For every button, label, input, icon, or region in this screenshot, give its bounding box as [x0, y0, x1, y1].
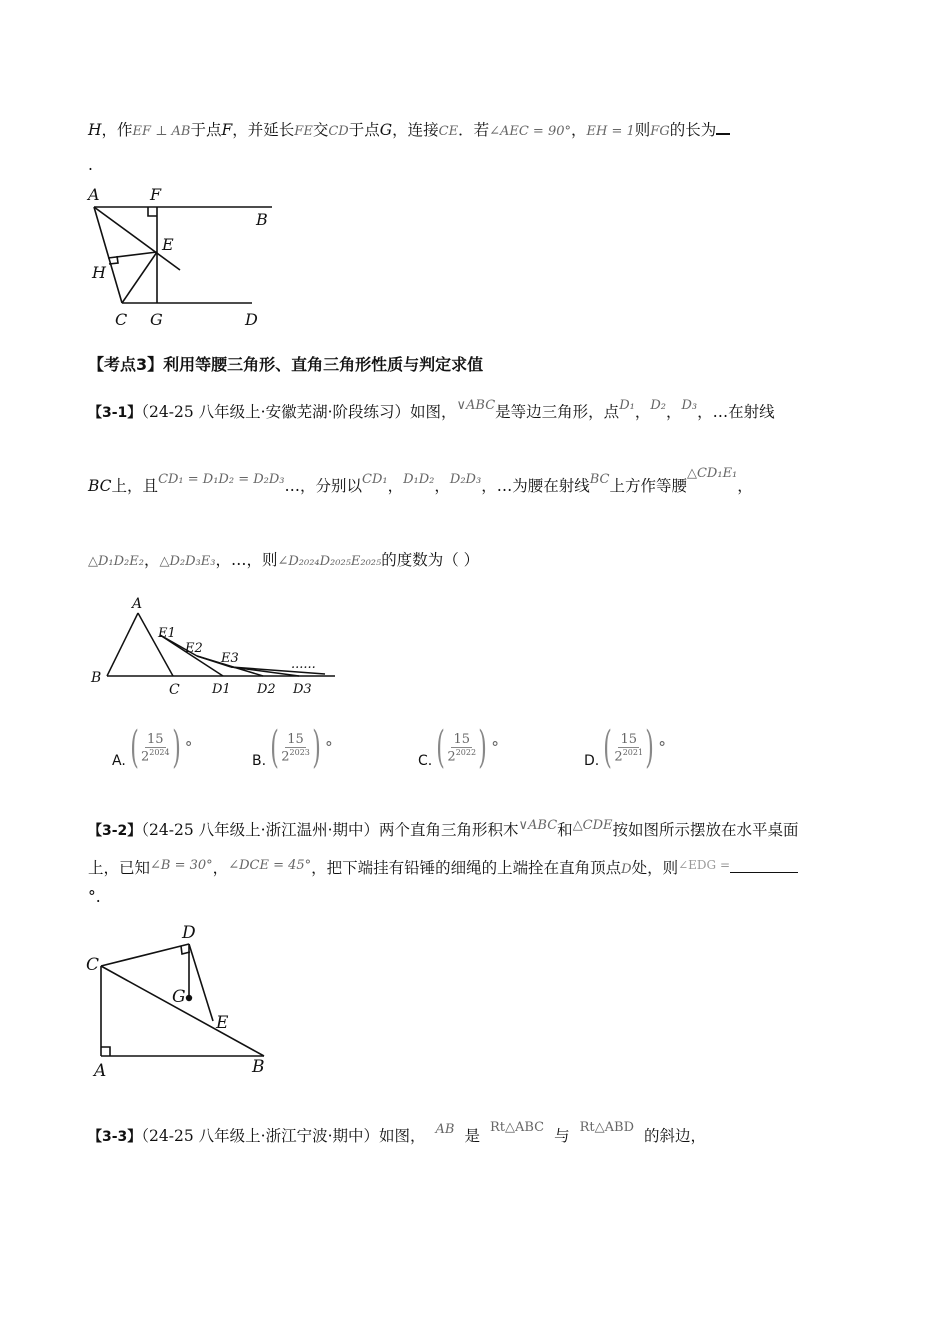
math-equal-segments: CD₁ = D₁D₂ = D₂D₃ [158, 472, 285, 487]
text: ， [571, 121, 587, 139]
base: 2 [140, 749, 150, 765]
math-angle-b: ∠B = 30° [150, 858, 213, 873]
numerator: 15 [453, 731, 470, 747]
q32-line1 [88, 818, 799, 840]
math-d1d2: D₁D₂ [403, 472, 435, 487]
math-angle-aec: ∠AEC = 90° [489, 124, 571, 139]
label-A: A [94, 1061, 107, 1078]
label-B: B [252, 1057, 265, 1077]
comma: ， [434, 477, 450, 495]
intro-period: . [88, 156, 93, 174]
text: 按如图所示摆放在水平桌面 [612, 821, 799, 839]
q33-source: （24-25 八年级上·浙江宁波·期中）如图， [141, 1127, 426, 1145]
text: 于点 [190, 121, 222, 139]
q33-line1 [88, 1120, 707, 1146]
label-D1: D1 [212, 682, 231, 697]
option-a-label: A. [112, 753, 126, 769]
math-bc: BC [589, 472, 610, 487]
math-triangle-abc: ∨ABC [456, 398, 496, 413]
text: 的斜边， [644, 1127, 707, 1145]
text: 和 [557, 821, 573, 839]
math-d2: D₂ [650, 398, 666, 413]
q31-line2 [88, 466, 753, 496]
figure-2 [85, 590, 345, 700]
q33-tag: 【3-3】 [88, 1129, 142, 1145]
plumb-bob [186, 995, 192, 1001]
q31-source: （24-25 八年级上·安徽芜湖·阶段练习）如图， [141, 403, 457, 421]
option-a[interactable] [112, 722, 193, 773]
q32-line2 [88, 856, 798, 878]
option-d[interactable] [584, 722, 666, 773]
math-angle-d2024: ∠D₂₀₂₄D₂₀₂₅E₂₀₂₅ [277, 554, 382, 569]
option-d-value: ( $\frac{15}{2^{2021}}$ ) ° [603, 722, 666, 773]
math-rt-abc: Rt△ABC [489, 1120, 545, 1135]
base: 2 [614, 749, 623, 765]
label-A: A [88, 185, 100, 204]
q32-degree: °. [88, 888, 101, 906]
math-d2d3: D₂D₃ [449, 472, 482, 487]
exponent: 2021 [622, 747, 644, 757]
math-d: D [621, 862, 632, 877]
math-ef-perp-ab: EF ⊥ AB [132, 124, 191, 139]
option-c-value: ( $\frac{15}{2^{2022}}$ ) ° [436, 722, 499, 773]
label-E: E [216, 1013, 229, 1033]
q31-line1 [88, 400, 775, 422]
answer-blank [716, 121, 730, 135]
degree: ° [184, 739, 193, 757]
base: 2 [447, 749, 456, 765]
text: …，分别以 [284, 477, 363, 495]
numerator: 15 [147, 731, 164, 747]
label-B: B [256, 210, 268, 229]
answer-blank [730, 858, 798, 873]
figure-1 [80, 180, 290, 330]
label-H: H [92, 263, 106, 282]
label-D3: D3 [293, 682, 312, 697]
math-triangle-d2d3e3: △D₂D₃E₃ [159, 554, 216, 569]
text: ，并延长 [232, 121, 295, 139]
math-cd: CD [328, 124, 349, 139]
label-A: A [132, 596, 143, 612]
q32-source: （24-25 八年级上·浙江温州·期中）两个直角三角形积木 [141, 821, 519, 839]
comma: ， [143, 551, 160, 569]
text: ，…在射线 [697, 403, 775, 421]
text: 处，则 [631, 859, 679, 877]
text: 与 [554, 1127, 570, 1145]
point-g: G [379, 121, 393, 139]
comma: ， [387, 477, 404, 495]
text: 则 [634, 121, 651, 139]
degree: ° [325, 739, 333, 757]
label-F: F [150, 185, 162, 204]
option-b-label: B. [252, 753, 267, 769]
text: 于点 [348, 121, 380, 139]
label-G: G [150, 310, 163, 329]
intro-line [88, 118, 730, 140]
text: ．若 [458, 121, 490, 139]
text: 上方作等腰 [609, 477, 687, 495]
label-E3: E3 [221, 651, 239, 666]
exponent: 2022 [455, 747, 477, 757]
label-C: C [115, 310, 128, 329]
math-fg: FG [650, 124, 670, 139]
degree: ° [491, 739, 499, 757]
math-ce: CE [438, 124, 459, 139]
comma: ， [737, 477, 753, 495]
text-bc: BC [88, 477, 112, 495]
section-heading: 【考点3】利用等腰三角形、直角三角形性质与判定求值 [88, 355, 484, 374]
figure-3 [80, 918, 280, 1078]
text: ，把下端挂有铅锤的细绳的上端拴在直角顶点 [311, 859, 622, 877]
text: ，连接 [392, 121, 439, 139]
label-G: G [172, 987, 186, 1007]
text: 的度数为（ ） [381, 551, 480, 569]
text: ，作 [101, 121, 133, 139]
comma: ， [634, 403, 651, 421]
text: 上，且 [111, 477, 159, 495]
label-D: D [245, 310, 258, 329]
text: 是 [464, 1127, 480, 1145]
math-angle-dce: ∠DCE = 45° [228, 858, 312, 873]
text: 上，已知 [88, 859, 151, 877]
math-rt-abd: Rt△ABD [579, 1120, 635, 1135]
math-triangle-d1d2e2: △D₁D₂E₂ [88, 554, 144, 569]
option-b-value: ( $\frac{15}{2^{2023}}$ ) ° [270, 722, 333, 773]
comma: ， [665, 403, 682, 421]
point-f: F [221, 121, 233, 139]
text: 的长为 [669, 121, 717, 139]
label-E: E [162, 235, 174, 254]
label-B: B [91, 670, 102, 686]
q31-tag: 【3-1】 [88, 405, 142, 421]
label-E2: E2 [185, 641, 203, 656]
option-a-value: ( $\frac{15}{2^{2024}}$ ) ° [130, 722, 193, 773]
q31-line3 [88, 548, 479, 570]
label-E1: E1 [158, 626, 176, 641]
math-triangle-cde: △CDE [572, 818, 613, 833]
math-angle-edg: ∠EDG = [678, 858, 730, 872]
option-d-label: D. [584, 753, 600, 769]
label-C: C [86, 955, 100, 975]
text: ， [212, 859, 229, 877]
label-ellipsis: ...... [291, 657, 316, 672]
point-h: H [88, 121, 102, 139]
exponent: 2024 [149, 747, 170, 757]
math-triangle-abc: ∨ABC [518, 818, 558, 833]
option-b[interactable] [252, 722, 333, 773]
text: 是等边三角形，点 [495, 403, 620, 421]
label-C: C [169, 682, 180, 698]
exponent: 2023 [289, 747, 310, 757]
numerator: 15 [287, 731, 304, 747]
math-cd1: CD₁ [362, 472, 388, 487]
option-c-label: C. [418, 753, 433, 769]
numerator: 15 [620, 731, 637, 747]
degree: ° [658, 739, 666, 757]
math-ab: AB [435, 1122, 455, 1137]
base: 2 [281, 749, 290, 765]
option-c[interactable] [418, 722, 499, 773]
q32-tag: 【3-2】 [88, 823, 142, 839]
math-eh: EH = 1 [586, 124, 635, 139]
math-d1: D₁ [619, 398, 635, 413]
math-triangle-cd1e1: △CD₁E₁ [686, 466, 738, 481]
math-d3: D₃ [681, 398, 698, 413]
label-D2: D2 [257, 682, 276, 697]
label-D: D [182, 923, 196, 943]
text: ，…，则 [215, 551, 278, 569]
text: ，…为腰在射线 [481, 477, 590, 495]
math-fe: FE [294, 124, 313, 139]
text: 交 [312, 121, 329, 139]
